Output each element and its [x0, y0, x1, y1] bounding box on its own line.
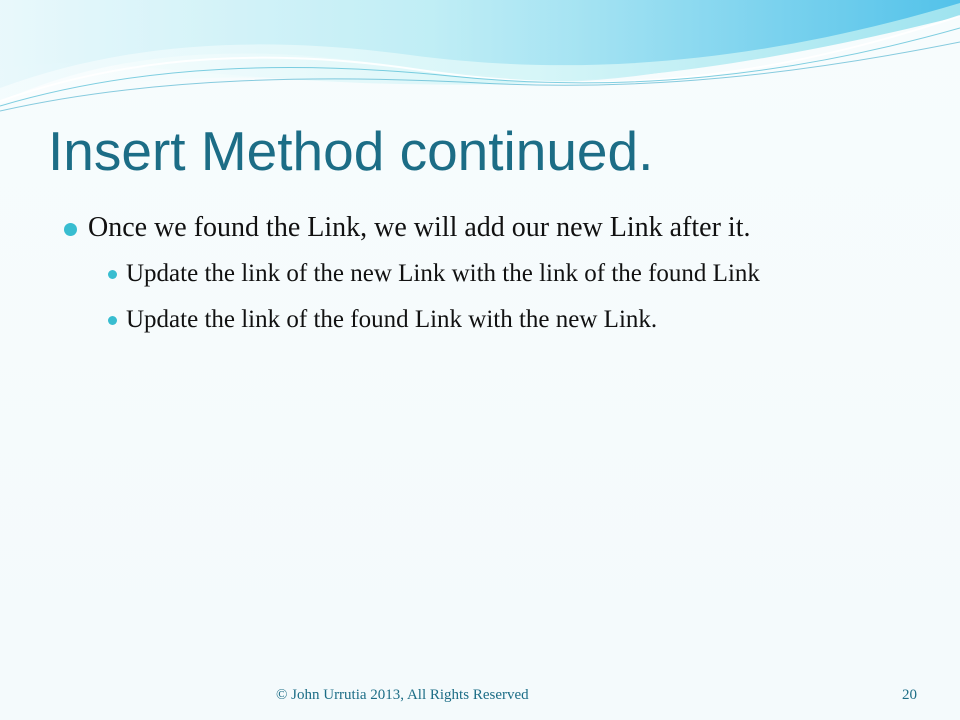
subbullet-dot-icon [108, 270, 117, 279]
subbullet-list [88, 258, 904, 335]
bullet-text: Once we found the Link, we will add our new Link after it. [88, 212, 751, 243]
slide-title: Insert Method continued. [48, 120, 654, 182]
bullet-list [64, 210, 904, 350]
subbullet-text: Update the link of the new Link with the link of the found Link [126, 260, 760, 287]
subbullet-item-2 [104, 304, 904, 335]
subbullet-text: Update the link of the found Link with the new Link. [126, 306, 658, 333]
decorative-wave-header [0, 0, 960, 130]
copyright-footer: © John Urrutia 2013, All Rights Reserved [276, 687, 529, 703]
subbullet-item-1 [104, 258, 904, 289]
bullet-item-1 [64, 210, 904, 335]
subbullet-dot-icon [108, 316, 117, 325]
slide-number: 20 [902, 687, 917, 703]
bullet-dot-icon [64, 223, 77, 236]
wave-shape-main [0, 0, 960, 102]
